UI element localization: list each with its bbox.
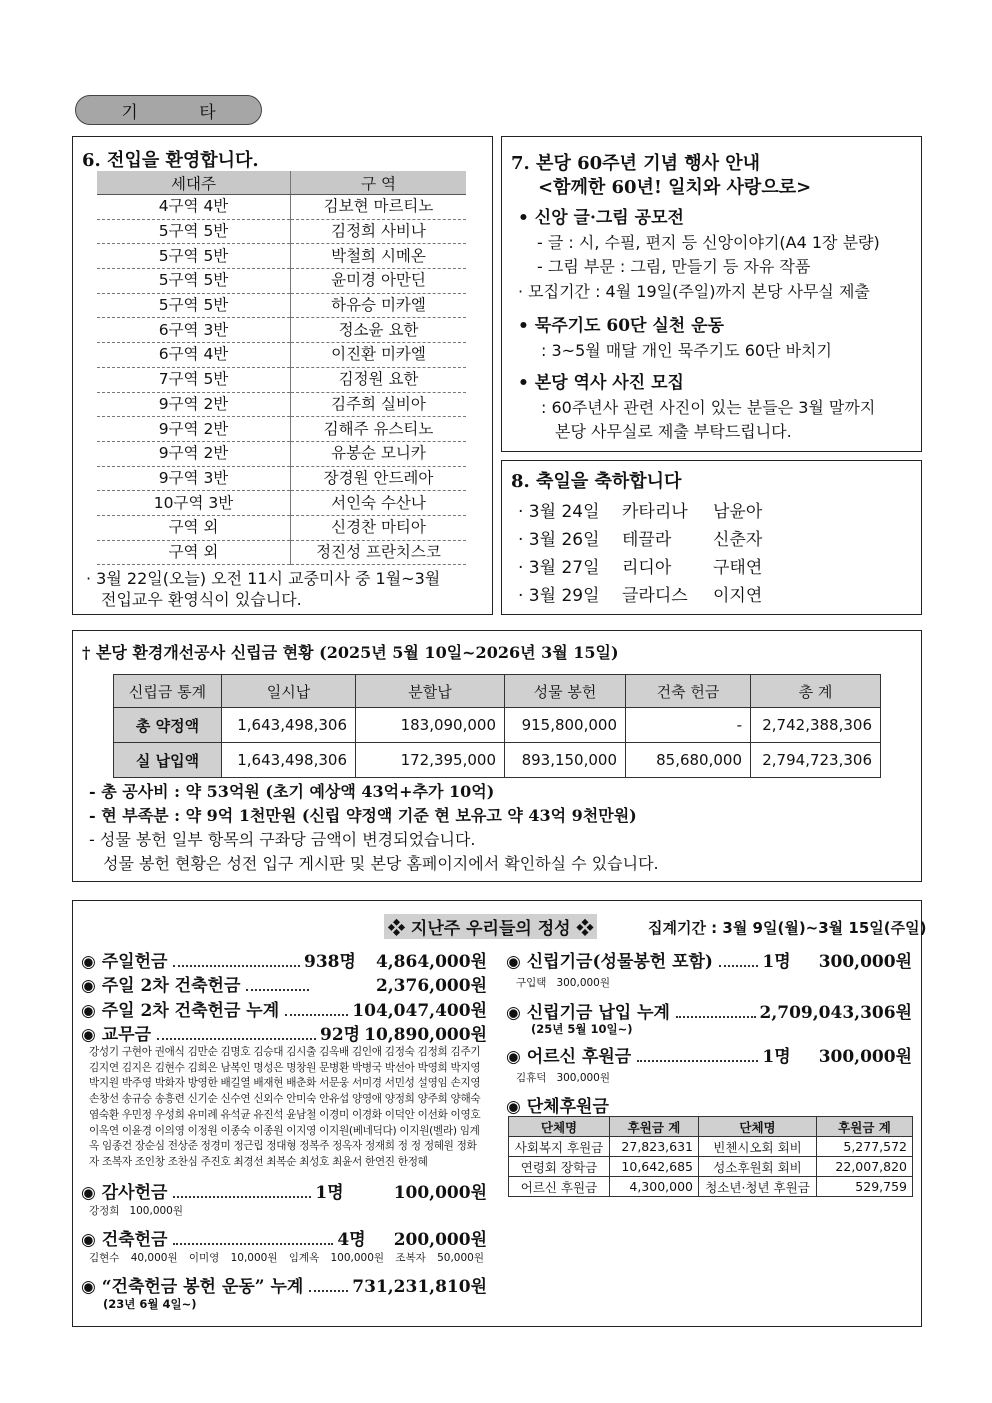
group-amount-cell: 27,823,631 <box>610 1137 699 1157</box>
donor-name: 조복자 <box>395 1252 426 1264</box>
welcome-household-cell: 9구역 2반 <box>97 392 291 417</box>
welcome-note-line1: · 3월 22일(오늘) 오전 11시 교중미사 중 1월~3월 <box>86 569 441 588</box>
ct-header-total: 총 계 <box>751 675 881 708</box>
welcome-district-cell: 서인숙 수산나 <box>291 491 467 516</box>
ct-cell: 2,794,723,306 <box>751 743 881 778</box>
contest-heading: • 신앙 글·그림 공모전 <box>518 208 684 228</box>
group-name-cell: 연령회 장학금 <box>509 1157 610 1177</box>
welcome-household-cell: 4구역 4반 <box>97 195 291 220</box>
ct-cell: - <box>626 708 751 743</box>
ct-header-goods: 성물 봉헌 <box>505 675 626 708</box>
group-amount-cell: 4,300,000 <box>610 1177 699 1197</box>
construction-note-4: 성물 봉헌 현황은 성전 입구 게시판 및 본당 홈페이지에서 확인하실 수 있습니다. <box>103 854 659 873</box>
pledge-fund-count: 1명 <box>762 952 791 972</box>
ct-cell: 893,150,000 <box>505 743 626 778</box>
thanks-offering-detail: 강정희 100,000원 <box>89 1205 184 1217</box>
welcome-district-cell: 장경원 안드레아 <box>291 466 467 491</box>
anniversary-subtitle: <함께한 60년! 일치와 사랑으로> <box>538 177 812 198</box>
welcome-district-cell: 신경찬 마티아 <box>291 515 467 540</box>
group-amount-cell: 529,759 <box>817 1177 913 1197</box>
leader-dots <box>637 1059 758 1062</box>
table-row <box>97 515 466 540</box>
donor-name: 임계옥 <box>288 1252 320 1264</box>
table-row <box>97 392 466 417</box>
second-collection-total-label: ◉ 주일 2차 건축헌금 누계 <box>81 1001 280 1021</box>
gt-header-group: 단체명 <box>699 1117 817 1137</box>
ct-cell: 172,395,000 <box>356 743 505 778</box>
welcome-district-cell: 김주희 실비아 <box>291 392 467 417</box>
building-offering-count: 4명 <box>337 1230 366 1250</box>
welcome-title: 6. 전입을 환영합니다. <box>82 150 259 171</box>
welcome-table <box>97 171 466 565</box>
parish-dues <box>81 1020 487 1045</box>
building-offering-detail <box>89 1250 484 1265</box>
donor-name: 이미영 <box>188 1252 220 1264</box>
parish-dues-amount: 10,890,000원 <box>364 1025 487 1045</box>
donor-amount: 10,000원 <box>230 1252 278 1264</box>
welcome-household-cell: 6구역 4반 <box>97 343 291 368</box>
group-support-label: ◉ 단체후원금 <box>506 1097 609 1117</box>
sunday-offering <box>81 947 487 972</box>
welcome-district-cell: 정소윤 요한 <box>291 318 467 343</box>
anniversary-title: 7. 본당 60주년 기념 행사 안내 <box>511 153 761 174</box>
photo-heading: • 본당 역사 사진 모집 <box>518 373 684 393</box>
pledge-fund-label: ◉ 신립기금(성물봉헌 포함) <box>506 952 713 972</box>
parish-dues-label: ◉ 교무금 <box>81 1025 152 1045</box>
building-offering-label: ◉ 건축헌금 <box>81 1230 168 1250</box>
group-name-cell: 어르신 후원금 <box>509 1177 610 1197</box>
section-tab: 기 타 <box>75 95 262 125</box>
table-row <box>97 441 466 466</box>
ct-row-header: 실 납입액 <box>114 743 222 778</box>
table-row <box>114 743 881 778</box>
leader-dots <box>285 1013 348 1016</box>
leader-dots <box>309 1289 348 1292</box>
group-name-cell: 빈첸시오회 회비 <box>699 1137 817 1157</box>
feast-saint: 카타리나 <box>622 502 688 522</box>
pledge-fund-detail: 구입택 300,000원 <box>516 977 611 989</box>
offerings-period: 집계기간 : 3월 9일(월)~3월 15일(주일) <box>648 919 927 937</box>
second-collection <box>81 971 487 996</box>
welcome-household-cell: 7구역 5반 <box>97 367 291 392</box>
table-row <box>509 1137 913 1157</box>
group-amount-cell: 5,277,572 <box>817 1137 913 1157</box>
welcome-district-cell: 박철희 시메온 <box>291 244 467 269</box>
donor-amount: 40,000원 <box>130 1252 178 1264</box>
feast-date: · 3월 29일 <box>518 586 600 606</box>
welcome-household-cell: 5구역 5반 <box>97 219 291 244</box>
second-collection-total <box>81 996 487 1021</box>
table-row <box>97 195 466 220</box>
construction-title: † 본당 환경개선공사 신립금 현황 (2025년 5월 10일~2026년 3월 15일) <box>82 643 619 662</box>
second-collection-label: ◉ 주일 2차 건축헌금 <box>81 976 241 996</box>
welcome-household-cell: 5구역 5반 <box>97 293 291 318</box>
sunday-offering-amount: 4,864,000원 <box>375 952 487 972</box>
gt-header-total: 후원금 계 <box>610 1117 699 1137</box>
construction-note-3: - 성물 봉헌 일부 항목의 구좌당 금액이 변경되었습니다. <box>89 830 476 849</box>
ct-cell: 85,680,000 <box>626 743 751 778</box>
welcome-district-cell: 김보현 마르티노 <box>291 195 467 220</box>
feast-saint: 테끌라 <box>622 530 672 550</box>
welcome-household-cell: 10구역 3반 <box>97 491 291 516</box>
thanks-offering <box>81 1178 487 1203</box>
ct-cell: 183,090,000 <box>356 708 505 743</box>
welcome-district-cell: 유봉순 모니카 <box>291 441 467 466</box>
building-campaign-amount: 731,231,810원 <box>352 1277 487 1297</box>
welcome-household-cell: 구역 외 <box>97 515 291 540</box>
table-row <box>509 1157 913 1177</box>
table-row <box>114 708 881 743</box>
welcome-household-cell: 9구역 2반 <box>97 441 291 466</box>
welcome-household-cell: 6구역 3반 <box>97 318 291 343</box>
contest-deadline: · 모집기간 : 4월 19일(주일)까지 본당 사무실 제출 <box>518 282 870 301</box>
construction-table <box>113 674 881 778</box>
gt-header-group: 단체명 <box>509 1117 610 1137</box>
building-offering <box>81 1225 487 1250</box>
table-row <box>97 466 466 491</box>
leader-dots <box>676 1015 756 1018</box>
elder-support-count: 1명 <box>762 1047 791 1067</box>
welcome-district-cell: 김정희 사비나 <box>291 219 467 244</box>
leader-dots <box>246 988 309 991</box>
contest-writing: - 글 : 시, 수필, 편지 등 신앙이야기(A4 1장 분량) <box>537 233 880 252</box>
building-offering-amount: 200,000원 <box>393 1230 487 1250</box>
feast-person: 이지연 <box>713 586 763 606</box>
donor-amount: 100,000원 <box>330 1252 385 1264</box>
pledge-fund-amount: 300,000원 <box>818 952 912 972</box>
welcome-district-cell: 김정원 요한 <box>291 367 467 392</box>
elder-support-label: ◉ 어르신 후원금 <box>506 1047 632 1067</box>
elder-support-amount: 300,000원 <box>818 1047 912 1067</box>
rosary-detail: : 3~5월 매달 개인 묵주기도 60단 바치기 <box>541 341 832 360</box>
welcome-district-cell: 김해주 유스티노 <box>291 417 467 442</box>
sunday-offering-label: ◉ 주일헌금 <box>81 952 168 972</box>
pledge-total-since: (25년 5월 10일~) <box>531 1022 633 1036</box>
feast-title: 8. 축일을 축하합니다 <box>511 471 682 492</box>
second-collection-total-amount: 104,047,400원 <box>352 1001 487 1021</box>
welcome-household-cell: 구역 외 <box>97 540 291 565</box>
ct-header-lump: 일시납 <box>222 675 356 708</box>
leader-dots <box>173 964 300 967</box>
welcome-household-cell: 5구역 5반 <box>97 244 291 269</box>
pledge-total <box>506 998 912 1023</box>
welcome-district-cell: 윤미경 아만딘 <box>291 269 467 294</box>
group-support-table <box>508 1116 913 1197</box>
table-row <box>97 318 466 343</box>
leader-dots <box>719 964 758 967</box>
leader-dots <box>173 1195 311 1198</box>
feast-person: 남윤아 <box>713 502 763 522</box>
welcome-header-household: 세대주 <box>97 171 291 195</box>
building-campaign-label: ◉ “건축헌금 봉헌 운동” 누계 <box>81 1277 304 1297</box>
ct-cell: 2,742,388,306 <box>751 708 881 743</box>
welcome-note-line2: 전입교우 환영식이 있습니다. <box>101 590 302 609</box>
ct-header-stat: 신립금 통계 <box>114 675 222 708</box>
feast-person: 구태연 <box>713 558 763 578</box>
sunday-offering-count: 938명 <box>304 952 356 972</box>
photo-detail-2: 본당 사무실로 제출 부탁드립니다. <box>555 422 792 441</box>
elder-support-detail: 김휴덕 300,000원 <box>516 1072 611 1084</box>
feast-saint: 글라디스 <box>622 586 688 606</box>
welcome-district-cell: 정진성 프란치스코 <box>291 540 467 565</box>
feast-saint: 리디아 <box>622 558 672 578</box>
table-row <box>97 293 466 318</box>
feast-date: · 3월 27일 <box>518 558 600 578</box>
building-campaign-since: (23년 6월 4일~) <box>103 1297 197 1311</box>
group-name-cell: 사회복지 후원금 <box>509 1137 610 1157</box>
thanks-offering-amount: 100,000원 <box>393 1183 487 1203</box>
feast-date: · 3월 26일 <box>518 530 600 550</box>
gt-header-total: 후원금 계 <box>817 1117 913 1137</box>
table-row <box>97 219 466 244</box>
table-row <box>97 417 466 442</box>
construction-note-1: - 총 공사비 : 약 53억원 (초기 예상액 43억+추가 10억) <box>89 782 495 801</box>
photo-detail-1: : 60주년사 관련 사진이 있는 분들은 3월 말까지 <box>541 398 876 417</box>
rosary-heading: • 묵주기도 60단 실천 운동 <box>518 316 724 336</box>
offerings-heading: ❖ 지난주 우리들의 정성 ❖ <box>384 914 597 939</box>
second-collection-amount: 2,376,000원 <box>375 976 487 996</box>
welcome-district-cell: 이진환 미카엘 <box>291 343 467 368</box>
ct-cell: 915,800,000 <box>505 708 626 743</box>
building-campaign-total <box>81 1272 487 1297</box>
donor-amount: 50,000원 <box>437 1252 484 1264</box>
thanks-offering-count: 1명 <box>315 1183 344 1203</box>
contest-drawing: - 그림 부문 : 그림, 만들기 등 자유 작품 <box>537 257 811 276</box>
leader-dots <box>157 1037 316 1040</box>
welcome-household-cell: 9구역 3반 <box>97 466 291 491</box>
ct-cell: 1,643,498,306 <box>222 708 356 743</box>
pledge-fund <box>506 947 912 972</box>
welcome-header-district: 구 역 <box>291 171 467 195</box>
construction-note-2: - 현 부족분 : 약 9억 1천만원 (신립 약정액 기준 현 보유고 약 43억 9천만원) <box>89 806 637 825</box>
group-amount-cell: 10,642,685 <box>610 1157 699 1177</box>
welcome-household-cell: 9구역 2반 <box>97 417 291 442</box>
ct-cell: 1,643,498,306 <box>222 743 356 778</box>
parish-dues-count: 92명 <box>320 1025 361 1045</box>
table-row <box>97 491 466 516</box>
ct-header-building: 건축 헌금 <box>626 675 751 708</box>
donor-name: 김현수 <box>89 1252 120 1264</box>
group-amount-cell: 22,007,820 <box>817 1157 913 1177</box>
pledge-total-label: ◉ 신립기금 납입 누계 <box>506 1003 670 1023</box>
table-row <box>97 269 466 294</box>
table-row <box>97 540 466 565</box>
group-name-cell: 청소년·청년 후원금 <box>699 1177 817 1197</box>
table-row <box>509 1177 913 1197</box>
feast-date: · 3월 24일 <box>518 502 600 522</box>
elder-support <box>506 1042 912 1067</box>
table-row <box>97 367 466 392</box>
table-row <box>97 244 466 269</box>
ct-row-header: 총 약정액 <box>114 708 222 743</box>
group-name-cell: 성소후원회 회비 <box>699 1157 817 1177</box>
ct-header-installment: 분할납 <box>356 675 505 708</box>
feast-person: 신춘자 <box>713 530 763 550</box>
table-row <box>97 343 466 368</box>
welcome-household-cell: 5구역 5반 <box>97 269 291 294</box>
thanks-offering-label: ◉ 감사헌금 <box>81 1183 168 1203</box>
parish-dues-names: 강성기 구현아 권애식 김만순 김명호 김승대 김시출 김옥배 김인애 김정숙 김정희 김주기 김지연 김지은 김현수 김희은 남복인 명성은 명창원 문병환 박병국 박선아 박영희 박지영 박지원 박주영 박화자 방영한 배길열 배재현 배춘화 서문웅 서미경 서민성 설영임 손지영 손창선 송규승 송흥련 신기순 신수연 신외수 안미숙 안유섭 양영애 양정희 양주희 양해숙 염숙환 우민정 우성희 유미례 유석균 유진석 윤남철 이경미 이경화 이덕안 이선화 이영호 이옥연 이윤경 이의영 이정원 이종숙 이종원 이지영 이지원(베네딕다) 이지원(벨라) 임계옥 임종건 장순심 전상준 정경미 정근립 정대형 정복주 정옥자 정재희 정 정 정혜원 정화자 조복자 조인창 조찬심 주진호 최경선 최복순 최성호 최윤서 한연진 한정혜 <box>89 1046 481 1168</box>
leader-dots <box>173 1242 333 1245</box>
welcome-district-cell: 하유승 미카엘 <box>291 293 467 318</box>
pledge-total-amount: 2,709,043,306원 <box>759 1003 912 1023</box>
